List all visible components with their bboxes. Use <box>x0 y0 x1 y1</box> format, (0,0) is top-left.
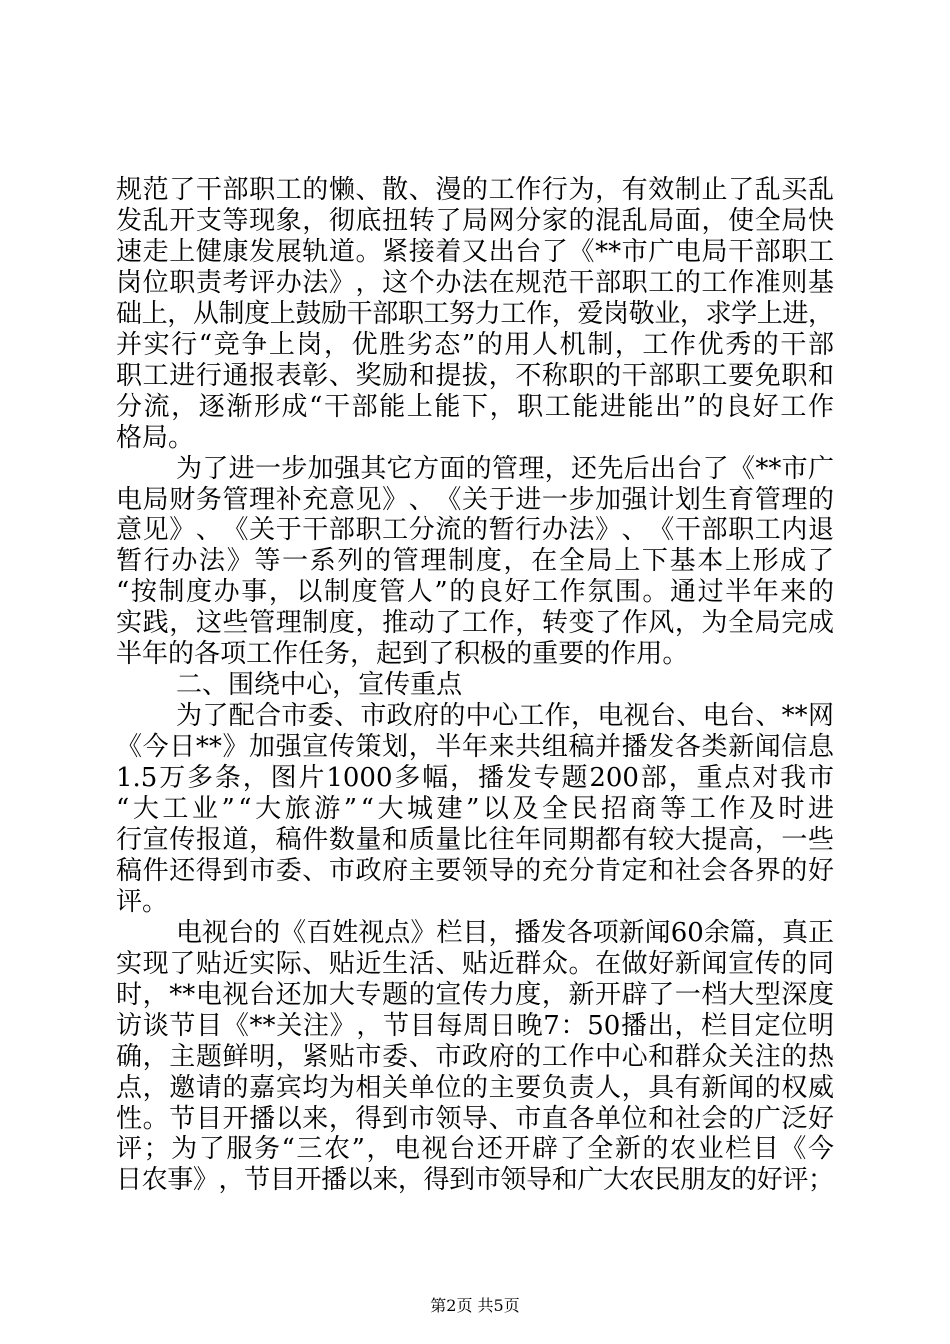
text-line: 分 流 ， 逐 渐 形 成 “ 干 部 能 上 能 下 ， 职 工 能 进 能 出 ” 的 良 好 工 作 <box>116 391 834 422</box>
text-line: “ 按 制 度 办 事 ， 以 制 度 管 人 ” 的 良 好 工 作 氛 围 。 通 过 半 年 来 的 <box>116 577 834 608</box>
page-footer: 第2页 共5页 <box>430 1296 520 1315</box>
text-line: 性 。 节 目 开 播 以 来 ， 得 到 市 领 导 、 市 直 各 单 位 和 社 会 的 广 泛 好 <box>116 1103 834 1134</box>
text-line: 评 。 <box>116 886 169 917</box>
text-line: 半 年 的 各 项 工 作 任 务 ， 起 到 了 积 极 的 重 要 的 作 用 。 <box>116 639 689 670</box>
text-line: 访 谈 节 目 《 ** 关 注 》 ， 节 目 每 周 日 晚 7 ： 50 播 出 ， 栏 目 定 位 明 <box>116 1010 834 1041</box>
text-line: 日 农 事 》 ， 节 目 开 播 以 来 ， 得 到 市 领 导 和 广 大 农 民 朋 友 的 好 评 ； <box>116 1165 834 1196</box>
text-line: 《 今 日 ** 》 加 强 宣 传 策 划 ， 半 年 来 共 组 稿 并 播 发 各 类 新 闻 信 息 <box>116 732 834 763</box>
text-line: 职 工 进 行 通 报 表 彰 、 奖 励 和 提 拔 ， 不 称 职 的 干 部 职 工 要 免 职 和 <box>116 360 834 391</box>
text-line: 时 ， ** 电 视 台 还 加 大 专 题 的 宣 传 力 度 ， 新 开 辟 了 一 档 大 型 深 度 <box>116 979 834 1010</box>
text-line: 础 上 ， 从 制 度 上 鼓 励 干 部 职 工 努 力 工 作 ， 爱 岗 敬 业 ， 求 学 上 进 ， <box>116 298 834 329</box>
text-line: 二 、 围 绕 中 心 ， 宣 传 重 点 <box>176 670 463 701</box>
text-line: 并 实 行 “ 竞 争 上 岗 ， 优 胜 劣 态 ” 的 用 人 机 制 ， 工 作 优 秀 的 干 部 <box>116 329 834 360</box>
text-line: 稿 件 还 得 到 市 委 、 市 政 府 主 要 领 导 的 充 分 肯 定 和 社 会 各 界 的 好 <box>116 855 834 886</box>
text-line: 为 了 进 一 步 加 强 其 它 方 面 的 管 理 ， 还 先 后 出 台 了 《 ** 市 广 <box>176 453 834 484</box>
text-line: 确 ， 主 题 鲜 明 ， 紧 贴 市 委 、 市 政 府 的 工 作 中 心 和 群 众 关 注 的 热 <box>116 1041 834 1072</box>
text-line: 实 践 ， 这 些 管 理 制 度 ， 推 动 了 工 作 ， 转 变 了 作 风 ， 为 全 局 完 成 <box>116 608 834 639</box>
text-line: 评 ； 为 了 服 务 “ 三 农 ” ， 电 视 台 还 开 辟 了 全 新 的 农 业 栏 目 《 今 <box>116 1134 834 1165</box>
text-line: 行 宣 传 报 道 ， 稿 件 数 量 和 质 量 比 往 年 同 期 都 有 较 大 提 高 ， 一 些 <box>116 824 834 855</box>
text-line: 意 见 》 、 《 关 于 干 部 职 工 分 流 的 暂 行 办 法 》 、 《 干 部 职 工 内 退 <box>116 515 834 546</box>
text-line: 岗 位 职 责 考 评 办 法 》 ， 这 个 办 法 在 规 范 干 部 职 工 的 工 作 准 则 基 <box>116 267 834 298</box>
text-line: 电 视 台 的 《 百 姓 视 点 》 栏 目 ， 播 发 各 项 新 闻 60 余 篇 ， 真 正 <box>176 917 834 948</box>
text-line: 1.5 万 多 条 ， 图 片 1000 多 幅 ， 播 发 专 题 200 部 ， 重 点 对 我 市 <box>116 763 834 794</box>
text-line: 发 乱 开 支 等 现 象 ， 彻 底 扭 转 了 局 网 分 家 的 混 乱 局 面 ， 使 全 局 快 <box>116 205 834 236</box>
text-line: 为 了 配 合 市 委 、 市 政 府 的 中 心 工 作 ， 电 视 台 、 电 台 、 ** 网 <box>176 701 834 732</box>
text-line: 实 现 了 贴 近 实 际 、 贴 近 生 活 、 贴 近 群 众 。 在 做 好 新 闻 宣 传 的 同 <box>116 948 834 979</box>
text-line: 电 局 财 务 管 理 补 充 意 见 》 、 《 关 于 进 一 步 加 强 计 划 生 育 管 理 的 <box>116 484 834 515</box>
text-line: 速 走 上 健 康 发 展 轨 道 。 紧 接 着 又 出 台 了 《 ** 市 广 电 局 干 部 职 工 <box>116 236 834 267</box>
text-line: “ 大 工 业 ” “ 大 旅 游 ” “ 大 城 建 ” 以 及 全 民 招 商 等 工 作 及 时 进 <box>116 794 834 824</box>
text-line: 暂 行 办 法 》 等 一 系 列 的 管 理 制 度 ， 在 全 局 上 下 基 本 上 形 成 了 <box>116 546 834 577</box>
text-line: 点 ， 邀 请 的 嘉 宾 均 为 相 关 单 位 的 主 要 负 责 人 ， 具 有 新 闻 的 权 威 <box>116 1072 834 1103</box>
text-line: 格 局 。 <box>116 422 195 453</box>
text-line: 规 范 了 干 部 职 工 的 懒 、 散 、 漫 的 工 作 行 为 ， 有 效 制 止 了 乱 买 乱 <box>116 175 834 205</box>
